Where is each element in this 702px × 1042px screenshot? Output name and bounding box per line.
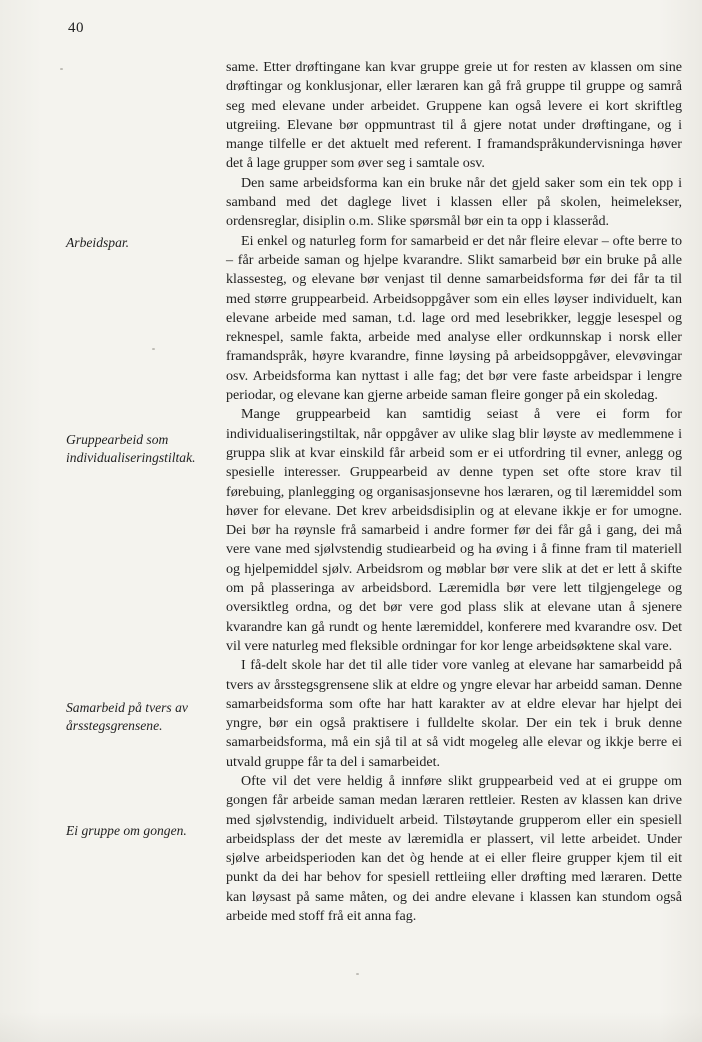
margin-note-samarbeid-line1: Samarbeid på tvers av <box>66 700 188 715</box>
margin-note-ei-gruppe <box>66 822 236 840</box>
margin-note-arbeidspar <box>66 234 236 252</box>
margin-note-gruppearbeid <box>66 431 236 466</box>
paper-speck <box>152 348 155 350</box>
page-number: 40 <box>68 20 84 36</box>
paragraph-samarbeid-tvers: I få-delt skole har det til alle tider vore vanleg at elevane har samarbeidd på tvers av årsstegsgrensene slik at eldre og yngre elevar har arbeidd saman. Denne samarbeidsforma som ofte har hatt karakter av at eldre elevar har hjelpt dei yngre, bør ein også praktisere i fulldelte skolar. Der ein tek i bruk denne samarbeidsforma, må ein sjå til at så vidt mogeleg alle elevar og ikkje berre ei utvald gruppe får ta del i samarbeidet. <box>226 657 682 770</box>
margin-note-samarbeid <box>66 699 236 734</box>
margin-note-arbeidspar-text: Arbeidspar. <box>66 235 130 250</box>
margin-note-ei-gruppe-text: Ei gruppe om gongen. <box>66 823 187 838</box>
body-text <box>226 58 682 926</box>
paragraph-arbeidspar: Ei enkel og naturleg form for samarbeid er det når fleire elevar – ofte berre to – får arbeide saman og hjelpe kvarandre. Slikt samarbeid bør ein bruke på alle klassesteg, og elevane bør venjast til denne samarbeidsforma før dei får ta til med større gruppearbeid. Arbeidsoppgåver som ein elles løyser individuelt, kan elevane arbeide med saman, t.d. lage ord med lesebrikker, leggje lesespel og reknespel, samle fakta, arbeide med analyse eller ordkunnskap i norsk eller framandspråk, høyre kvarandre, finne løysing på arbeidsoppgåver, elevøvingar osv. Arbeidsforma kan nyttast i alle fag; det bør vere faste arbeidspar i lengre periodar, og elevane kan gjerne arbeide saman fleire gonger på ein skoledag. <box>226 232 682 404</box>
paragraph-ei-gruppe: Ofte vil det vere heldig å innføre slikt gruppearbeid ved at ei gruppe om gongen får arbeide saman medan læraren rettleier. Resten av klassen kan drive med sjølvstendig, individuelt arbeid. Tilstøytande grupperom eller ein spesiell arbeidsplass der det meste av læremidla er plassert, vil lette arbeidet. Under sjølve arbeidsperioden kan det òg hende at ei eller fleire grupper kjem til eit punkt da dei har behov for spesiell rettleiing eller drøfting med læraren. Dette kan løysast på same måten, og dei andre elevane i klassen kan stundom også arbeide med stoff frå eit anna fag. <box>226 772 682 925</box>
margin-note-gruppearbeid-line2: individualiseringstiltak. <box>66 449 196 465</box>
margin-note-samarbeid-line2: årsstegsgrensene. <box>66 717 163 733</box>
page-bottom-shading <box>0 1012 702 1042</box>
paragraph-gruppearbeid: Mange gruppearbeid kan samtidig seiast å vere ei form for individualiseringstiltak, når oppgåver av ulike slag blir løyste av medlemmene i gruppa slik at kvar einskild får arbeid som er ei utfordring til evner, anlegg og spesielle interesser. Gruppearbeid av denne typen set ofte store krav til førebuing, planlegging og organisasjonsevne hos læraren, og til læremiddel som høver for elevane. Det krev arbeidsdisiplin og at elevane ikkje er for umogne. Dei bør ha røynsle frå samarbeid i andre former før dei får gå i gang, dei må vere vane med sjølvstendig studiearbeid og ha øving i å finne fram til materiell og hjelpemiddel sjølv. Arbeidsrom og møblar bør vere slik at det er lett å skifte om på plasseringa av arbeidsbord. Læremidla bør vere lett tilgjengelege og oversiktleg ordna, og det bør vere god plass slik at elevane utan å sjenere kvarandre kan gå rundt og hente læremiddel, konferere med kvarandre osv. Det vil vere naturleg med fleksible ordningar for kor lenge arbeidsøktene skal vare. <box>226 406 682 654</box>
paragraph-same-arbeidsforma: Den same arbeidsforma kan ein bruke når det gjeld saker som ein tek opp i samband med det daglege livet i klassen eller på skolen, heimelekser, ordensreglar, disiplin o.m. Slike spørsmål bør ein ta opp i klasseråd. <box>226 174 682 230</box>
paragraph-continuation: same. Etter drøftingane kan kvar gruppe greie ut for resten av klassen om sine drøftingar og konklusjonar, eller læraren kan gå frå gruppe til gruppe og samrå seg med elevane under arbeidet. Gruppene kan også levere ei kort skriftleg utgreiing. Elevane bør oppmuntrast til å gjere notat under drøftingane, og i mange tilfelle er det aktuelt med referent. I framandspråkundervisninga høver det å lage grupper som øver seg i samtale osv. <box>226 59 682 172</box>
paper-speck <box>356 973 359 975</box>
paper-speck <box>60 68 63 70</box>
margin-note-gruppearbeid-line1: Gruppearbeid som <box>66 432 169 447</box>
